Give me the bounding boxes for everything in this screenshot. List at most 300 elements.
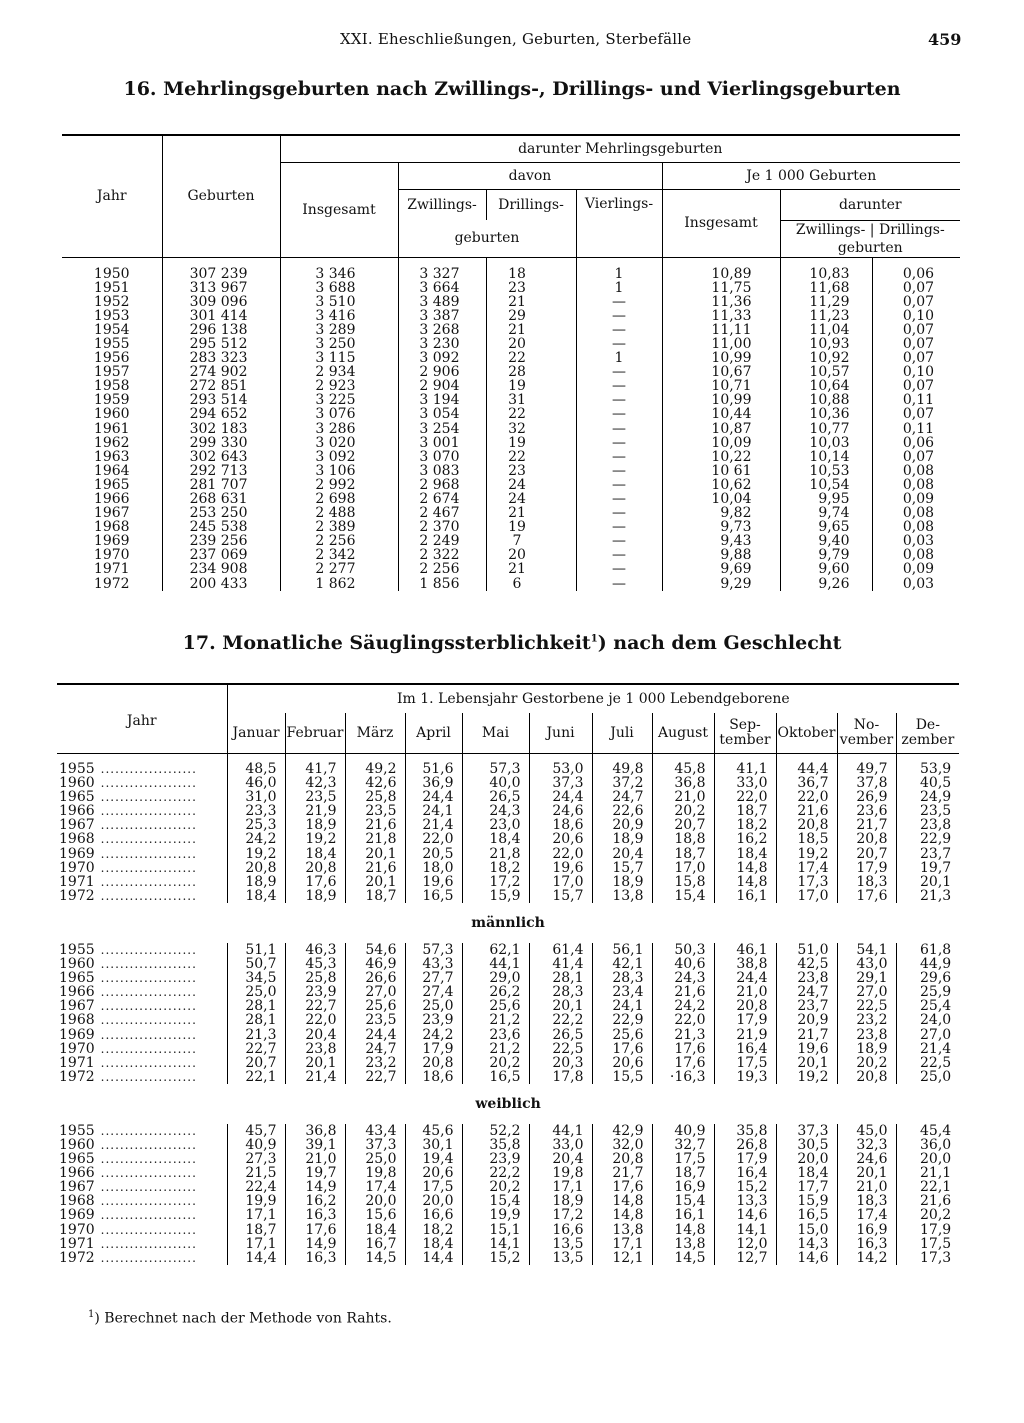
table-cell: 49,7 xyxy=(837,762,896,776)
header-geburten: Geburten xyxy=(162,135,280,257)
table-cell: 20,8 xyxy=(837,1070,896,1084)
table-cell: 51,0 xyxy=(776,943,837,957)
table-row xyxy=(62,365,960,379)
table-row xyxy=(57,1180,959,1194)
year-label: 1965 xyxy=(59,971,95,986)
table-cell: 41,4 xyxy=(529,957,592,971)
table-cell: 16,1 xyxy=(714,889,776,903)
table-cell: 36,9 xyxy=(405,776,462,790)
table-cell: 25,0 xyxy=(227,985,285,999)
table-cell: 18,4 xyxy=(714,847,776,861)
table-cell: 23,6 xyxy=(462,1028,529,1042)
table-cell: 22,2 xyxy=(529,1013,592,1027)
table-cell: 48,5 xyxy=(227,762,285,776)
table-cell: 15,4 xyxy=(462,1194,529,1208)
table-cell: 40,9 xyxy=(652,1124,714,1138)
table-cell: 11,29 xyxy=(780,295,872,309)
table-cell: 25,0 xyxy=(405,999,462,1013)
table-cell: 2 934 xyxy=(280,365,398,379)
leader-dots: .................... xyxy=(100,1069,197,1084)
table-cell: 18,4 xyxy=(285,847,345,861)
table-cell: 0,07 xyxy=(872,295,960,309)
table-cell: 20,0 xyxy=(896,1152,959,1166)
table-cell: 22,0 xyxy=(714,790,776,804)
year-label: 1971 xyxy=(59,874,95,889)
table-cell: 18,4 xyxy=(345,1223,405,1237)
table-cell: 42,5 xyxy=(776,957,837,971)
table-cell: 3 106 xyxy=(280,464,398,478)
table-cell: 268 631 xyxy=(162,492,280,506)
table-cell: 15,9 xyxy=(462,889,529,903)
header-month: Januar xyxy=(227,713,285,754)
table-cell: 22 xyxy=(486,351,576,365)
footnote-mark: 1 xyxy=(88,1309,95,1320)
table-cell: 16,3 xyxy=(285,1251,345,1265)
table-cell: 239 256 xyxy=(162,534,280,548)
table-row xyxy=(62,323,960,337)
table-cell: 18,9 xyxy=(285,818,345,832)
table-cell: 14,1 xyxy=(462,1237,529,1251)
table-cell: 1959 xyxy=(93,392,130,409)
table-cell: 19,8 xyxy=(345,1166,405,1180)
header-jahr: Jahr xyxy=(62,135,162,257)
table-row xyxy=(62,407,960,421)
table-cell: 20,1 xyxy=(837,1166,896,1180)
table-cell: 2 249 xyxy=(398,534,486,548)
table-cell: — xyxy=(576,562,662,576)
table-cell: 19 xyxy=(486,520,576,534)
table-cell: 21,7 xyxy=(837,818,896,832)
header-month: März xyxy=(345,713,405,754)
table-cell: 40,9 xyxy=(227,1138,285,1152)
table-cell: 14,5 xyxy=(345,1251,405,1265)
table-cell: 23 xyxy=(486,281,576,295)
table-cell: 3 001 xyxy=(398,436,486,450)
table-cell: 17,1 xyxy=(227,1208,285,1222)
header-geburten-sub2: geburten xyxy=(837,239,903,256)
table-cell: 14,3 xyxy=(776,1237,837,1251)
table-cell: 21,6 xyxy=(345,818,405,832)
table-cell: 18,4 xyxy=(462,832,529,846)
table-cell: 10,92 xyxy=(780,351,872,365)
year-label: 1955 xyxy=(59,762,95,777)
table-cell: — xyxy=(576,379,662,393)
year-cell xyxy=(57,804,227,818)
year-cell xyxy=(57,1138,227,1152)
spacer-cell xyxy=(57,754,227,763)
table-cell: 293 514 xyxy=(162,393,280,407)
table-cell: 1968 xyxy=(93,519,130,536)
table-cell: 25,6 xyxy=(345,999,405,1013)
table-cell: 19,2 xyxy=(285,832,345,846)
table-cell: 3 387 xyxy=(398,309,486,323)
table-cell: 9,40 xyxy=(780,534,872,548)
table-cell: 16,5 xyxy=(776,1208,837,1222)
table-cell: 24,3 xyxy=(462,804,529,818)
table-row xyxy=(62,393,960,407)
table-cell: 22,0 xyxy=(652,1013,714,1027)
header-month: No- vember xyxy=(837,713,896,754)
table-cell: 17,9 xyxy=(405,1042,462,1056)
table-cell: 10,54 xyxy=(780,478,872,492)
table-cell: 0,07 xyxy=(872,351,960,365)
year-label: 1966 xyxy=(59,804,95,819)
table-cell: 17,5 xyxy=(714,1056,776,1070)
table-row xyxy=(57,999,959,1013)
table-cell: 45,8 xyxy=(652,762,714,776)
table-row xyxy=(57,957,959,971)
table-cell: 25,6 xyxy=(462,999,529,1013)
table-cell: 42,9 xyxy=(592,1124,652,1138)
table17 xyxy=(57,683,959,1265)
year-label: 1970 xyxy=(59,1041,95,1056)
table-cell: 272 851 xyxy=(162,379,280,393)
table-cell: 10,64 xyxy=(780,379,872,393)
table-cell: 23,8 xyxy=(776,971,837,985)
table-cell: — xyxy=(576,436,662,450)
table-cell: 0,07 xyxy=(872,323,960,337)
year-cell xyxy=(57,1152,227,1166)
table-cell: 45,7 xyxy=(227,1124,285,1138)
table-cell: 0,07 xyxy=(872,407,960,421)
table-cell: 9,65 xyxy=(780,520,872,534)
header-davon: davon xyxy=(398,163,662,190)
table-row xyxy=(62,577,960,591)
table-cell: 1 xyxy=(576,281,662,295)
table-cell: 19,6 xyxy=(405,875,462,889)
table-cell: 36,8 xyxy=(285,1124,345,1138)
leader-dots: .................... xyxy=(100,1194,197,1209)
table-cell: 294 652 xyxy=(162,407,280,421)
table-row xyxy=(57,804,959,818)
table-row xyxy=(62,422,960,436)
year-label: 1967 xyxy=(59,999,95,1014)
table-cell: 11,33 xyxy=(662,309,780,323)
table-cell: 23,5 xyxy=(345,1013,405,1027)
table-row xyxy=(57,1237,959,1251)
table-cell: 17,0 xyxy=(652,861,714,875)
table-cell: 50,3 xyxy=(652,943,714,957)
table-cell: 0,08 xyxy=(872,520,960,534)
header-month: August xyxy=(652,713,714,754)
table-cell: 24,1 xyxy=(405,804,462,818)
table-cell: 0,07 xyxy=(872,281,960,295)
table-cell: 25,9 xyxy=(896,985,959,999)
table-cell: 15,6 xyxy=(345,1208,405,1222)
table-row xyxy=(57,1042,959,1056)
table-cell: 23,9 xyxy=(285,985,345,999)
table-cell: 20,8 xyxy=(776,818,837,832)
table-cell: 23,7 xyxy=(776,999,837,1013)
table-cell: — xyxy=(576,464,662,478)
table-cell: 1954 xyxy=(93,321,130,338)
table-cell: 36,0 xyxy=(896,1138,959,1152)
table-cell: 309 096 xyxy=(162,295,280,309)
table-cell: 15,5 xyxy=(592,1070,652,1084)
table-cell: 17,5 xyxy=(405,1180,462,1194)
year-cell xyxy=(57,1251,227,1265)
table-cell: 21,1 xyxy=(896,1166,959,1180)
table-cell: 14,8 xyxy=(714,861,776,875)
table-cell: 21 xyxy=(486,295,576,309)
table-cell: 9,82 xyxy=(662,506,780,520)
table-cell: 24,6 xyxy=(529,804,592,818)
table-cell: 62,1 xyxy=(462,943,529,957)
table-cell: 18,6 xyxy=(405,1070,462,1084)
leader-dots: .................... xyxy=(100,1027,197,1042)
table-cell: 19,7 xyxy=(285,1166,345,1180)
table-cell: 1972 xyxy=(93,575,130,592)
table-row xyxy=(57,762,959,776)
table-row xyxy=(62,309,960,323)
table-cell: 53,0 xyxy=(529,762,592,776)
table-cell: 43,3 xyxy=(405,957,462,971)
table-cell: 3 688 xyxy=(280,281,398,295)
table-cell: 313 967 xyxy=(162,281,280,295)
table-cell: 29,0 xyxy=(462,971,529,985)
table-cell: 18,9 xyxy=(837,1042,896,1056)
table-cell: 17,9 xyxy=(896,1223,959,1237)
header-month: Juli xyxy=(592,713,652,754)
table-cell: 10,62 xyxy=(662,478,780,492)
table-cell: 29 xyxy=(486,309,576,323)
table-cell: 16,6 xyxy=(405,1208,462,1222)
table-cell: 26,5 xyxy=(462,790,529,804)
table-cell: 295 512 xyxy=(162,337,280,351)
table17-title-text: 17. Monatliche Säuglingssterblichkeit xyxy=(182,632,591,654)
table-cell: 17,0 xyxy=(776,889,837,903)
table-cell: 20,1 xyxy=(285,1056,345,1070)
table-cell: 27,3 xyxy=(227,1152,285,1166)
table-cell: 17,3 xyxy=(776,875,837,889)
year-cell xyxy=(57,1180,227,1194)
table-cell: 14,4 xyxy=(405,1251,462,1265)
header-zwillings2: Zwillings- xyxy=(795,221,866,238)
table-cell: 21 xyxy=(486,323,576,337)
table-cell: 16,3 xyxy=(285,1208,345,1222)
table-cell: 21,0 xyxy=(285,1152,345,1166)
table-cell: 27,4 xyxy=(405,985,462,999)
table-cell: 20,7 xyxy=(652,818,714,832)
table16 xyxy=(62,134,960,591)
table-row xyxy=(62,436,960,450)
table-cell: 17,4 xyxy=(837,1208,896,1222)
table-cell: 9,95 xyxy=(780,492,872,506)
table-cell: 253 250 xyxy=(162,506,280,520)
table-row xyxy=(62,464,960,478)
header-darunter: darunter xyxy=(780,190,960,221)
table-cell: 1971 xyxy=(93,561,130,578)
table-cell: 45,3 xyxy=(285,957,345,971)
table-cell: 22,7 xyxy=(345,1070,405,1084)
table-cell: 0,07 xyxy=(872,379,960,393)
table-cell: 26,8 xyxy=(714,1138,776,1152)
table-cell: 21,9 xyxy=(285,804,345,818)
table-row xyxy=(62,337,960,351)
year-cell xyxy=(57,1056,227,1070)
table-cell: 13,8 xyxy=(592,1223,652,1237)
year-label: 1968 xyxy=(59,1013,95,1028)
table-cell: 13,3 xyxy=(714,1194,776,1208)
leader-dots: .................... xyxy=(100,1166,197,1181)
table-cell: 20,9 xyxy=(592,818,652,832)
year-cell xyxy=(57,1237,227,1251)
footnote xyxy=(88,1309,392,1327)
table-cell: 27,0 xyxy=(896,1028,959,1042)
table-cell: 10,53 xyxy=(780,464,872,478)
year-cell xyxy=(57,957,227,971)
year-cell xyxy=(57,1042,227,1056)
table-cell: 18,3 xyxy=(837,1194,896,1208)
year-cell xyxy=(57,1194,227,1208)
table-cell: 0,10 xyxy=(872,309,960,323)
table-cell: 36,8 xyxy=(652,776,714,790)
table-row xyxy=(57,985,959,999)
table-cell: 61,4 xyxy=(529,943,592,957)
table-cell: 1969 xyxy=(93,533,130,550)
table-cell: 13,5 xyxy=(529,1251,592,1265)
year-label: 1966 xyxy=(59,1166,95,1181)
table-cell: 19 xyxy=(486,379,576,393)
table-cell: 16,6 xyxy=(529,1223,592,1237)
year-label: 1967 xyxy=(59,818,95,833)
table-cell: 23,7 xyxy=(896,847,959,861)
table-cell: 13,5 xyxy=(529,1237,592,1251)
table-cell: 24,6 xyxy=(837,1152,896,1166)
table-cell: 3 054 xyxy=(398,407,486,421)
table-cell: 18,7 xyxy=(652,847,714,861)
table-cell: 23,4 xyxy=(592,985,652,999)
table-cell: 22,5 xyxy=(529,1042,592,1056)
table-cell: 22,6 xyxy=(592,804,652,818)
year-cell xyxy=(57,1166,227,1180)
table-cell: 16,9 xyxy=(837,1223,896,1237)
table-cell: 1960 xyxy=(93,406,130,423)
table-cell: 20,5 xyxy=(405,847,462,861)
table-cell: 21,7 xyxy=(776,1028,837,1042)
table-cell: 2 256 xyxy=(398,562,486,576)
table-row xyxy=(57,1070,959,1084)
table-cell: 3 289 xyxy=(280,323,398,337)
table-cell: 1952 xyxy=(93,293,130,310)
table-cell: 2 389 xyxy=(280,520,398,534)
table-cell: 45,6 xyxy=(405,1124,462,1138)
table-cell: — xyxy=(576,393,662,407)
table-cell: 17,2 xyxy=(462,875,529,889)
table-cell: 23,8 xyxy=(896,818,959,832)
table-cell: 17,1 xyxy=(529,1180,592,1194)
header-group: Im 1. Lebensjahr Gestorbene je 1 000 Lebendgeborene xyxy=(227,684,959,713)
table-row xyxy=(57,1124,959,1138)
table-cell: 10 61 xyxy=(662,464,780,478)
table-cell: 44,1 xyxy=(529,1124,592,1138)
table-cell: 20,7 xyxy=(837,847,896,861)
table-cell: 25,4 xyxy=(896,999,959,1013)
year-cell xyxy=(57,943,227,957)
table-cell: 0,10 xyxy=(872,365,960,379)
year-label: 1972 xyxy=(59,1069,95,1084)
table-row xyxy=(57,847,959,861)
table-cell: 23,6 xyxy=(837,804,896,818)
table-cell: 3 510 xyxy=(280,295,398,309)
table-cell: 1 856 xyxy=(398,577,486,591)
table-cell: 46,0 xyxy=(227,776,285,790)
table-cell: 22,1 xyxy=(896,1180,959,1194)
table-cell: 19,4 xyxy=(405,1152,462,1166)
section-label: männlich xyxy=(471,914,545,931)
table-cell: 44,1 xyxy=(462,957,529,971)
table-cell: 20,9 xyxy=(776,1013,837,1027)
header-insgesamt2: Insgesamt xyxy=(662,190,780,258)
header-month: Juni xyxy=(529,713,592,754)
table-cell: 1964 xyxy=(93,462,130,479)
table-row xyxy=(62,295,960,309)
table-cell: 292 713 xyxy=(162,464,280,478)
year-label: 1960 xyxy=(59,1137,95,1153)
table-cell: 16,7 xyxy=(345,1237,405,1251)
table-cell: 15,9 xyxy=(776,1194,837,1208)
table-cell: 17,9 xyxy=(714,1152,776,1166)
year-cell xyxy=(57,1208,227,1222)
table-cell: 24,2 xyxy=(652,999,714,1013)
table-cell: 21,0 xyxy=(837,1180,896,1194)
table-cell: 0,06 xyxy=(872,257,960,281)
table-cell: 1 xyxy=(576,257,662,281)
year-cell xyxy=(57,999,227,1013)
table-cell: — xyxy=(576,323,662,337)
table-cell: 24,4 xyxy=(714,971,776,985)
table-cell: 39,1 xyxy=(285,1138,345,1152)
table-cell: 10,88 xyxy=(780,393,872,407)
table-cell: 23,9 xyxy=(405,1013,462,1027)
table-cell: 25,8 xyxy=(285,971,345,985)
table-cell: 23,8 xyxy=(285,1042,345,1056)
table-cell: 17,6 xyxy=(592,1180,652,1194)
table-cell: 29,6 xyxy=(896,971,959,985)
table-cell: 17,7 xyxy=(776,1180,837,1194)
table-cell: 15,1 xyxy=(462,1223,529,1237)
table-cell: 20,4 xyxy=(529,1152,592,1166)
table-cell: 10,93 xyxy=(780,337,872,351)
table-cell: 20,1 xyxy=(529,999,592,1013)
table-cell: 22,4 xyxy=(227,1180,285,1194)
table-cell: 51,6 xyxy=(405,762,462,776)
table-cell: 20,8 xyxy=(714,999,776,1013)
year-label: 1967 xyxy=(59,1180,95,1195)
header-drillings2: Drillings- xyxy=(878,221,945,238)
table-cell: 3 664 xyxy=(398,281,486,295)
table-cell: 35,8 xyxy=(462,1138,529,1152)
leader-dots: .................... xyxy=(100,1180,197,1195)
table-cell: 45,4 xyxy=(896,1124,959,1138)
year-label: 1968 xyxy=(59,832,95,847)
table-cell: 18,7 xyxy=(714,804,776,818)
table-cell: 31 xyxy=(486,393,576,407)
table-cell: 302 643 xyxy=(162,450,280,464)
table-cell: 234 908 xyxy=(162,562,280,576)
table-cell: 52,2 xyxy=(462,1124,529,1138)
table-cell: 283 323 xyxy=(162,351,280,365)
table-cell: 12,7 xyxy=(714,1251,776,1265)
table-cell: 21,2 xyxy=(462,1013,529,1027)
table-cell: 6 xyxy=(486,577,576,591)
table-row xyxy=(62,450,960,464)
table-cell: 24,3 xyxy=(652,971,714,985)
table-row xyxy=(57,790,959,804)
table-cell: 21,3 xyxy=(227,1028,285,1042)
year-label: 1969 xyxy=(59,1027,95,1042)
table-cell: 10,67 xyxy=(662,365,780,379)
